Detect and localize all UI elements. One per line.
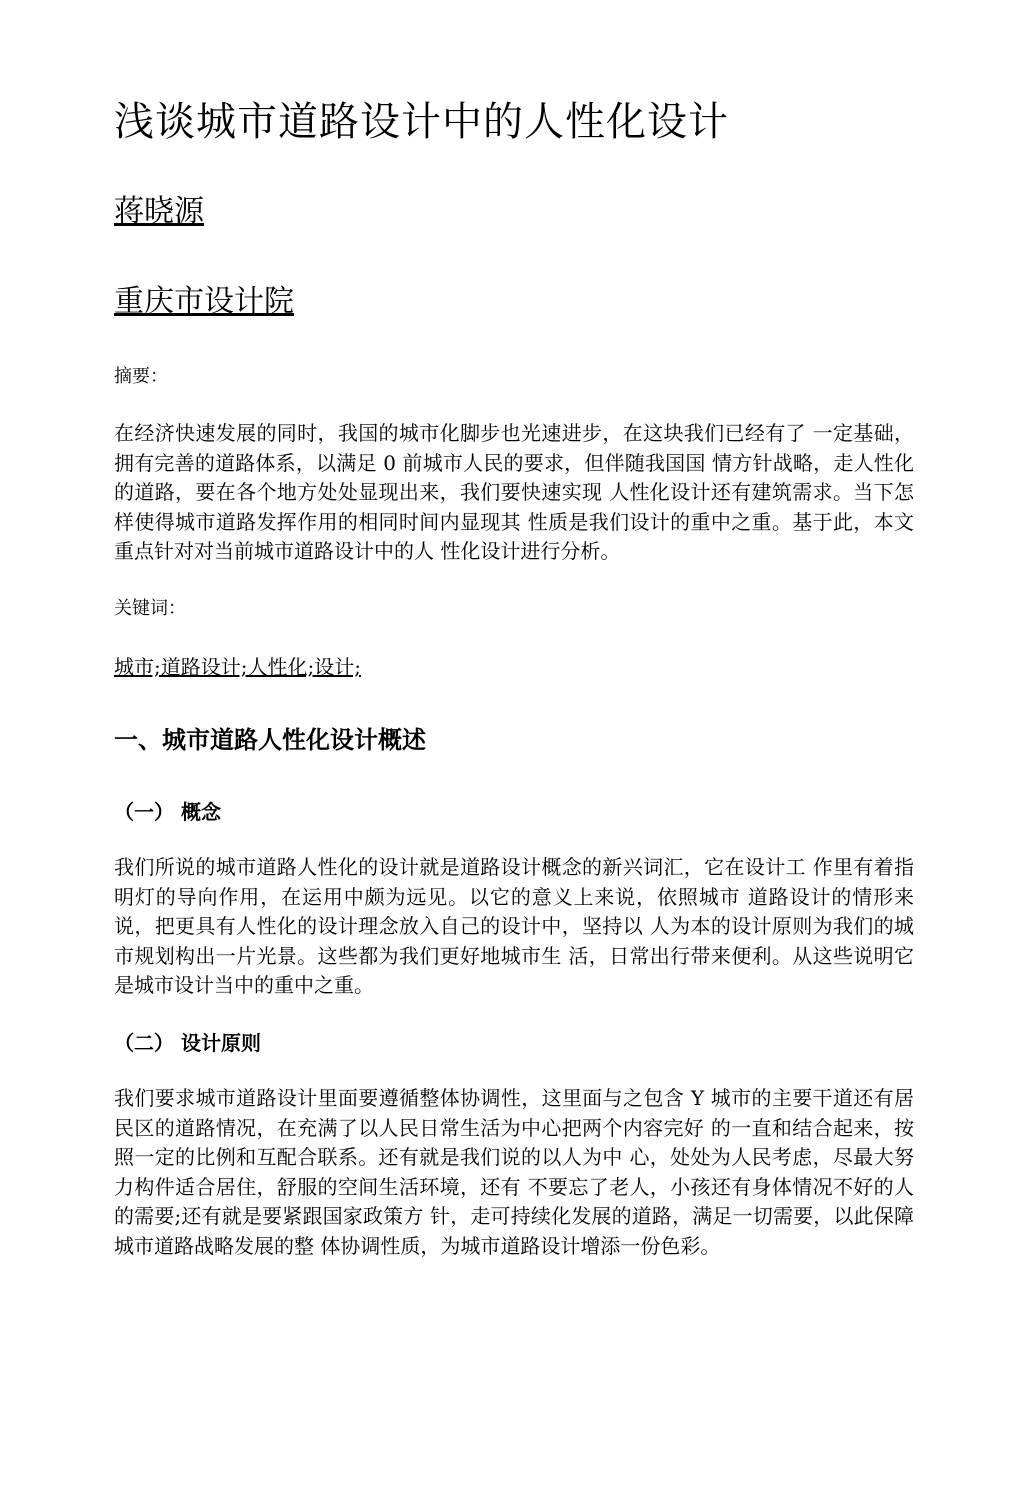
author-affiliation: 重庆市设计院 xyxy=(114,284,294,319)
keywords-label: 关键词： xyxy=(114,598,186,619)
principles-paragraph: 我们要求城市道路设计里面要遵循整体协调性，这里面与之包含 Y 城市的主要干道还有居民区的道路情况，在充满了以人民日常生活为中心把两个内容完好 的一直和结合起来，按照一定的比例和互配合联系。还有就是我们说的以人为中 心，处处为人民考虑，尽最大努力构件适合居住，舒服的空间生活环境，还有 不要忘了老人，小孩还有身体情况不好的人的需要;还有就是要紧跟国家政策方 针，走可持续化发展的道路，满足一切需要，以此保障城市道路战略发展的整 体协调性质，为城市道路设计增添一份色彩。 xyxy=(114,1086,914,1258)
keywords-text: 城市;道路设计;人性化;设计; xyxy=(114,655,361,679)
paper-title: 浅谈城市道路设计中的人性化设计 xyxy=(114,99,729,145)
subsection-heading-principles: （二） 设计原则 xyxy=(114,1031,261,1055)
section-heading-overview: 一、城市道路人性化设计概述 xyxy=(114,725,426,754)
abstract-label: 摘要： xyxy=(114,366,168,387)
author-name: 蒋晓源 xyxy=(114,194,204,229)
subsection-heading-concept: （一） 概念 xyxy=(114,800,221,824)
abstract-text: 在经济快速发展的同时，我国的城市化脚步也光速进步，在这块我们已经有了 一定基础，拥有完善的道路体系，以满足 0 前城市人民的要求，但伴随我国国 情方针战略，走人性化的道路，要在各个地方处处显现出来，我们要快速实现 人性化设计还有建筑需求。当下怎样使得城市道路发挥作用的相同时间内显现其 性质是我们设计的重中之重。基于此，本文重点针对对当前城市道路设计中的人 性化设计进行分析。 xyxy=(114,421,914,564)
concept-paragraph: 我们所说的城市道路人性化的设计就是道路设计概念的新兴词汇，它在设计工 作里有着指明灯的导向作用，在运用中颇为远见。以它的意义上来说，依照城市 道路设计的情形来说，把更具有人性化的设计理念放入自己的设计中，坚持以 人为本的设计原则为我们的城市规划构出一片光景。这些都为我们更好地城市生 活，日常出行带来便利。从这些说明它是城市设计当中的重中之重。 xyxy=(114,855,914,998)
